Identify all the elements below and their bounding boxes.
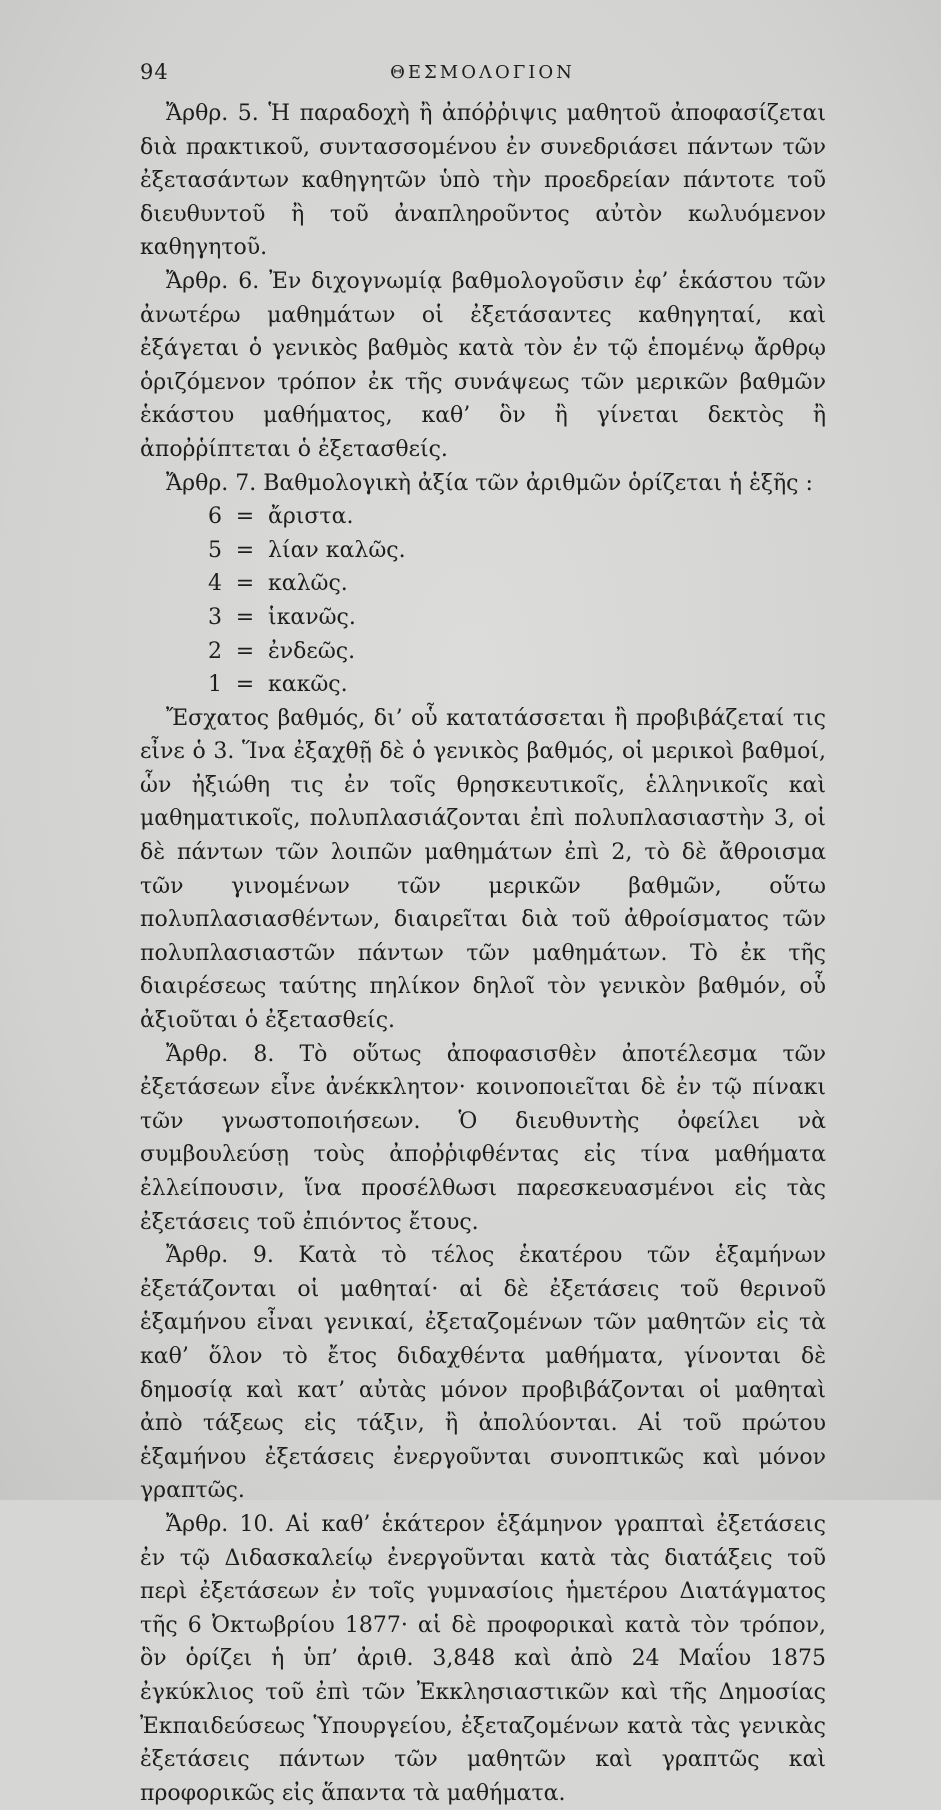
article-9: Ἄρθρ. 9. Κατὰ τὸ τέλος ἑκατέρου τῶν ἑξαμήνων ἐξετάζονται οἱ μαθηταί· αἱ δὲ ἐξετάσεις τοῦ θερινοῦ ἑξαμήνου εἶναι γενικαί, ἐξεταζομένων τῶν μαθητῶν εἰς τὰ καθ’ ὅλον τὸ ἔτος διδαχθέντα μαθήματα, γίνονται δὲ δημοσίᾳ καὶ κατ’ αὐτὰς μόνον προβιβάζονται οἱ μαθηταὶ ἀπὸ τάξεως εἰς τάξιν, ἢ ἀπολύονται. Αἱ τοῦ πρώτου ἑξαμήνου ἐξετάσεις ἐνεργοῦνται συνοπτικῶς καὶ μόνον γραπτῶς. <box>140 1243 826 1504</box>
grade-row <box>140 534 826 568</box>
page-number: 94 <box>140 60 169 84</box>
equals-sign: = <box>235 537 255 563</box>
equals-sign: = <box>235 638 255 664</box>
article-6: Ἄρθρ. 6. Ἐν διχογνωμίᾳ βαθμολογοῦσιν ἐφ’ ἑκάστου τῶν ἀνωτέρω μαθημάτων οἱ ἐξετάσαντες καθηγηταί, καὶ ἐξάγεται ὁ γενικὸς βαθμὸς κατὰ τὸν ἐν τῷ ἑπομένῳ ἄρθρῳ ὁριζόμενον τρόπον ἐκ τῆς συνάψεως τῶν μερικῶν βαθμῶν ἑκάστου μαθήματος, καθ’ ὃν ἢ γίνεται δεκτὸς ἢ ἀποῤῥίπτεται ὁ ἐξετασθείς. <box>140 268 826 462</box>
equals-sign: = <box>235 672 255 698</box>
article-8: Ἄρθρ. 8. Τὸ οὕτως ἀποφασισθὲν ἀποτέλεσμα τῶν ἐξετάσεων εἶνε ἀνέκκλητον· κοινοποιεῖται δὲ ἐν τῷ πίνακι τῶν γνωστοποιήσεων. Ὁ διευθυντὴς ὀφείλει νὰ συμβουλεύσῃ τοὺς ἀποῤῥιφθέντας εἰς τίνα μαθήματα ἐλλείπουσιν, ἵνα προσέλθωσι παρεσκευασμένοι εἰς τὰς ἐξετάσεις τοῦ ἐπιόντος ἔτους. <box>140 1041 826 1235</box>
equals-sign: = <box>235 604 255 630</box>
grade-label: καλῶς. <box>268 571 348 597</box>
grade-number: 1 <box>208 672 222 698</box>
grade-number: 6 <box>208 504 222 530</box>
grade-label: ἐνδεῶς. <box>268 638 356 664</box>
grade-label: κακῶς. <box>268 672 348 698</box>
grade-row <box>140 601 826 635</box>
page-header <box>140 60 825 94</box>
grade-number: 5 <box>208 537 222 563</box>
article-7-rest: Ἔσχατος βαθμός, δι’ οὗ κατατάσσεται ἢ προβιβάζεταί τις εἶνε ὁ 3. Ἵνα ἐξαχθῇ δὲ ὁ γενικὸς βαθμός, οἱ μερικοὶ βαθμοί, ὧν ἠξιώθη τις ἐν τοῖς θρησκευτικοῖς, ἑλληνικοῖς καὶ μαθηματικοῖς, πολυπλασιάζονται ἐπὶ πολυπλασιαστὴν 3, οἱ δὲ πάντων τῶν λοιπῶν μαθημάτων ἐπὶ 2, τὸ δὲ ἄθροισμα τῶν γινομένων τῶν μερικῶν βαθμῶν, οὕτω πολυπλασιασθέντων, διαιρεῖται διὰ τοῦ ἀθροίσματος τῶν πολυπλασιαστῶν πάντων τῶν μαθημάτων. Τὸ ἐκ τῆς διαιρέσεως ταύτης πηλίκον δηλοῖ τὸν γενικὸν βαθμόν, οὗ ἀξιοῦται ὁ ἐξετασθείς. <box>140 705 826 1034</box>
equals-sign: = <box>235 571 255 597</box>
grade-label: λίαν καλῶς. <box>268 537 406 563</box>
grade-row <box>140 668 826 702</box>
grade-row <box>140 500 826 534</box>
grade-number: 4 <box>208 571 222 597</box>
equals-sign: = <box>235 504 255 530</box>
grade-number: 3 <box>208 604 222 630</box>
grade-row <box>140 635 826 669</box>
article-10: Ἄρθρ. 10. Αἱ καθ’ ἑκάτερον ἑξάμηνον γραπταὶ ἐξετάσεις ἐν τῷ Διδασκαλείῳ ἐνεργοῦνται κατὰ τὰς διατάξεις τοῦ περὶ ἐξετάσεων ἐν τοῖς γυμνασίοις ἡμετέρου Διατάγματος τῆς 6 Ὀκτωβρίου 1877· αἱ δὲ προφορικαὶ κατὰ τὸν τρόπον, ὃν ὁρίζει ἡ ὑπ’ ἀριθ. 3,848 καὶ ἀπὸ 24 Μαΐου 1875 ἐγκύκλιος τοῦ ἐπὶ τῶν Ἐκκλησιαστικῶν καὶ τῆς Δημοσίας Ἐκπαιδεύσεως Ὑπουργείου, ἐξεταζομένων κατὰ τὰς γενικὰς ἐξετάσεις πάντων τῶν μαθητῶν καὶ γραπτῶς καὶ προφορικῶς εἰς ἅπαντα τὰ μαθήματα. <box>140 1511 826 1806</box>
body-text <box>140 97 826 1810</box>
grade-scale-list <box>140 500 826 702</box>
running-title: ΘΕΣΜΟΛΟΓΙΟΝ <box>390 62 575 83</box>
grade-number: 2 <box>208 638 222 664</box>
grade-label: ἱκανῶς. <box>268 604 356 630</box>
article-5: Ἄρθρ. 5. Ἡ παραδοχὴ ἢ ἀπόῤῥιψις μαθητοῦ ἀποφασίζεται διὰ πρακτικοῦ, συντασσομένου ἐν συνεδριάσει πάντων τῶν ἐξετασάντων καθηγητῶν ὑπὸ τὴν προεδρείαν πάντοτε τοῦ διευθυντοῦ ἢ τοῦ ἀναπληροῦντος αὐτὸν κωλυόμενον καθηγητοῦ. <box>140 101 826 261</box>
article-7-intro: Ἄρθρ. 7. Βαθμολογικὴ ἀξία τῶν ἀριθμῶν ὁρίζεται ἡ ἑξῆς : <box>166 470 813 496</box>
grade-label: ἄριστα. <box>268 504 354 530</box>
grade-row <box>140 567 826 601</box>
